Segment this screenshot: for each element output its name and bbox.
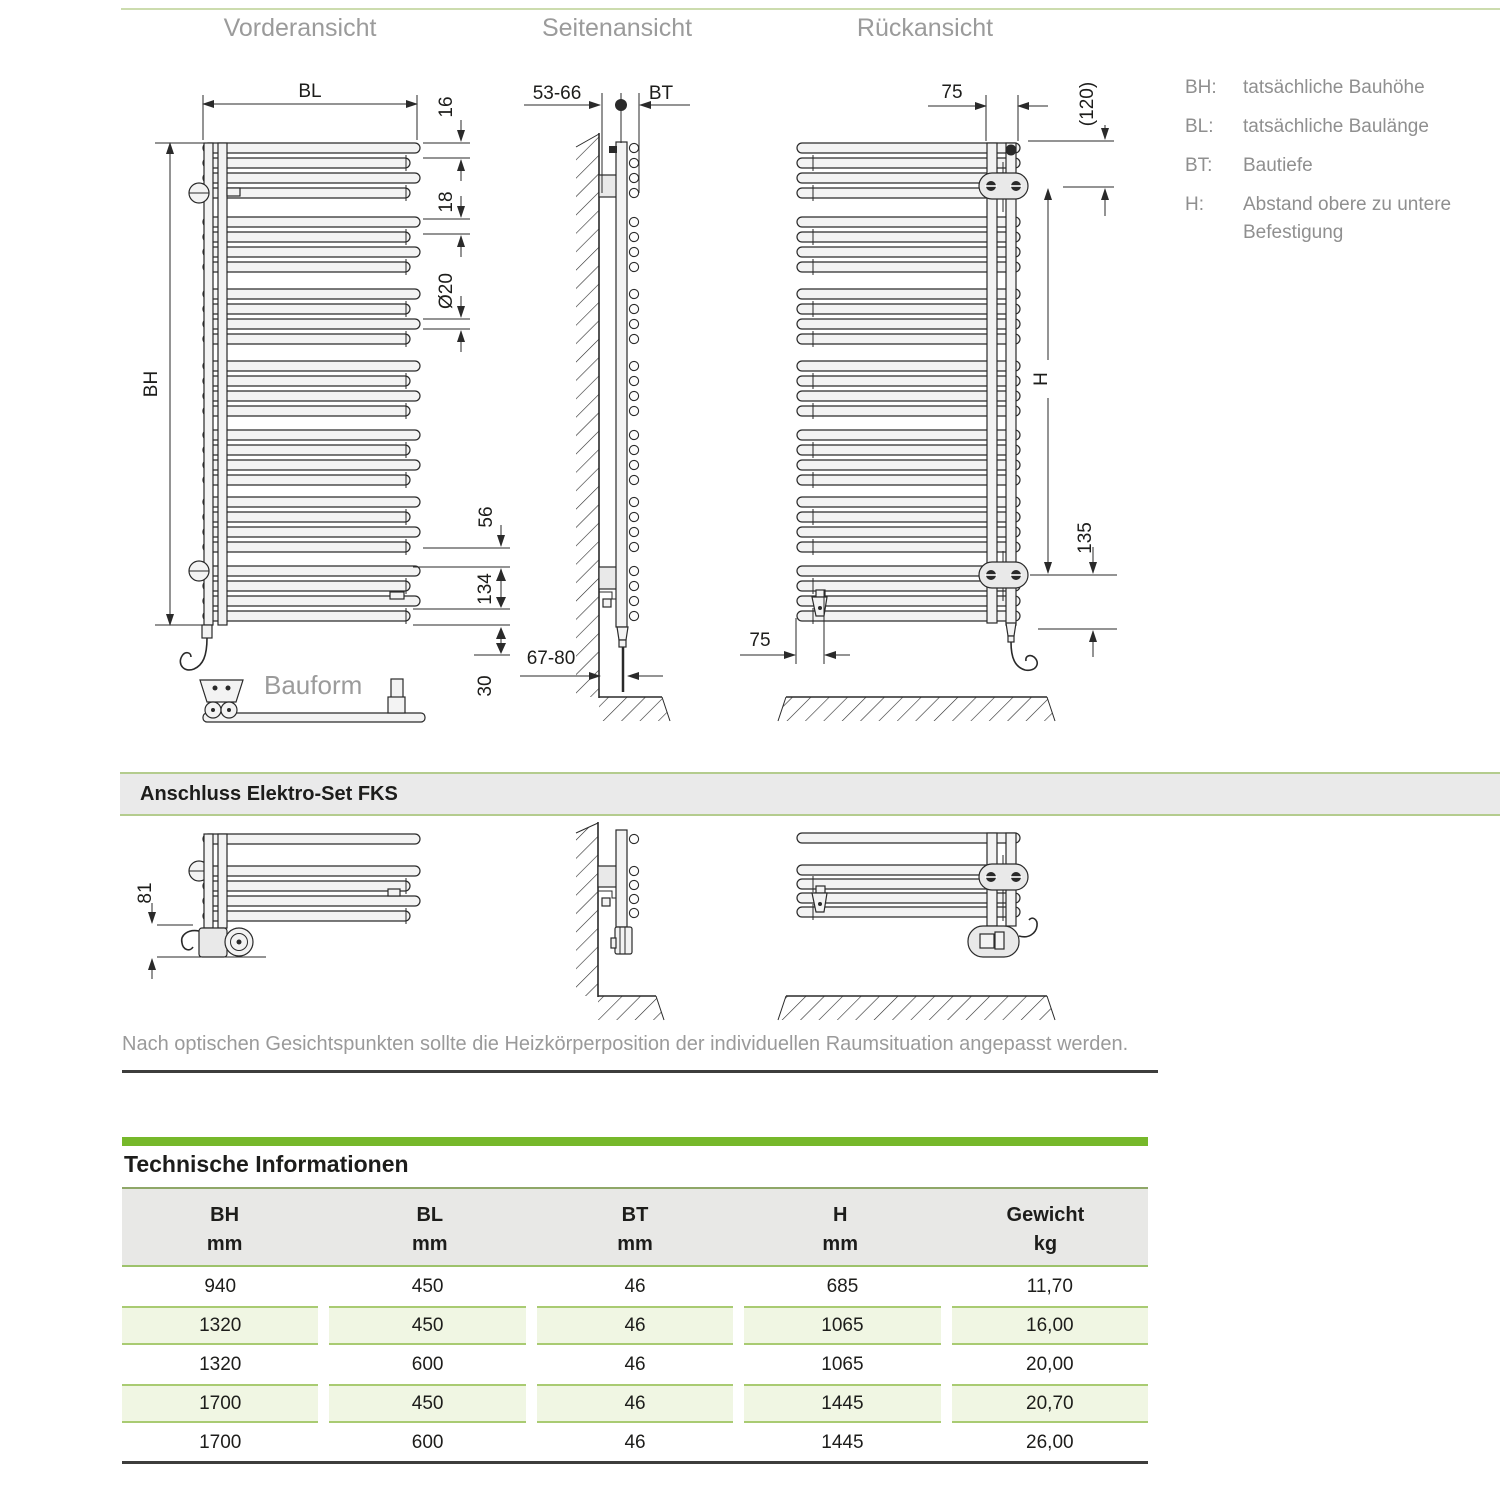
dim-label-h: H [1031,372,1052,386]
dim-label-75-top: 75 [941,82,963,103]
table-cell: 46 [537,1306,733,1345]
fks-side-drawing [576,822,664,1020]
table-cell: 1700 [199,1432,242,1453]
table-header-h: H mm [822,1204,858,1255]
view-title-front: Vorderansicht [223,14,377,42]
rear-cable-hook [1011,642,1037,670]
dim-label-75-bottom: 75 [749,630,771,651]
table-header-bh: BH mm [206,1204,243,1255]
view-title-rear: Rückansicht [856,14,994,42]
dim-label-d20: Ø20 [436,273,457,309]
legend-text: Abstand obere zu untere Befestigung [1243,194,1452,243]
table-cell: 46 [624,1354,646,1375]
wall-hatch [576,134,599,697]
floor-hatch [778,697,1055,721]
table-cell: 1065 [821,1354,864,1375]
dim-label-134: 134 [475,573,496,605]
technical-information-table [122,1137,1148,1467]
table-cell: 600 [411,1432,444,1453]
bauform-label: Bauform [264,670,363,700]
positioning-note: Nach optischen Gesichtspunkten sollte die Heizkörperposition der individuellen Raumsituation angepasst werden. [122,1033,1129,1055]
table-row [122,1306,1148,1345]
legend-key: BT: [1185,155,1213,176]
table-row [122,1423,1148,1462]
floor-hatch [599,697,670,721]
table-cell: 46 [624,1276,646,1297]
legend-key: H: [1185,194,1204,215]
dim-label-56: 56 [476,506,497,528]
table-cell: 940 [204,1276,237,1297]
table-header-bt: BT mm [617,1204,653,1255]
table-cell: 1065 [744,1306,940,1345]
table-cell: 685 [826,1276,859,1297]
table-bottom-rule [122,1461,1148,1464]
dim-label-67-80: 67-80 [526,648,576,669]
legend-key: BL: [1185,116,1214,137]
table-header-gewicht: Gewicht kg [1006,1204,1085,1255]
table-cell: 450 [411,1276,444,1297]
table-cell: 1320 [199,1354,242,1375]
view-title-side: Seitenansicht [541,14,693,42]
table-cell: 16,00 [952,1306,1148,1345]
table-cell: 450 [329,1384,525,1423]
table-row [122,1384,1148,1423]
side-view-drawing [520,83,690,721]
table-header-row [122,1187,1148,1267]
dim-label-30: 30 [475,675,496,697]
table-cell: 1700 [122,1384,318,1423]
table-green-bar [122,1137,1148,1146]
legend-text: tatsächliche Bauhöhe [1243,77,1425,98]
table-row [122,1267,1148,1306]
dim-label-bt: BT [648,83,674,104]
fks-rear-drawing [778,833,1055,1020]
table-cell: 1445 [821,1432,864,1453]
dim-label-120: (120) [1077,81,1098,127]
divider-rule [122,1070,1158,1073]
table-cell: 46 [537,1384,733,1423]
dim-label-18: 18 [436,191,457,213]
legend-text: tatsächliche Baulänge [1243,116,1429,137]
table-cell: 1320 [122,1306,318,1345]
table-row [122,1345,1148,1384]
section-title: Anschluss Elektro-Set FKS [140,782,398,805]
table-header-bl: BL mm [412,1204,448,1255]
table-cell: 20,00 [1026,1354,1074,1375]
table-title: Technische Informationen [124,1151,409,1177]
dim-label-81: 81 [135,882,156,904]
section-header-bar [120,772,1500,816]
legend-key: BH: [1185,77,1217,98]
dim-label-135: 135 [1075,522,1096,554]
dim-label-bh: BH [141,370,162,398]
dim-label-16: 16 [436,96,457,118]
table-cell: 26,00 [1026,1432,1074,1453]
table-cell: 1445 [744,1384,940,1423]
table-cell: 46 [624,1432,646,1453]
fks-front-drawing [135,834,420,979]
dim-label-53-66: 53-66 [532,83,582,104]
rear-view-drawing [740,82,1117,721]
dim-label-bl: BL [298,81,322,102]
table-cell: 600 [411,1354,444,1375]
table-cell: 450 [329,1306,525,1345]
table-body [122,1267,1148,1462]
table-cell: 20,70 [952,1384,1148,1423]
front-view-drawing [141,81,510,722]
table-cell: 11,70 [1026,1276,1073,1297]
front-cable-hook [180,638,207,670]
legend-text: Bautiefe [1243,155,1313,176]
